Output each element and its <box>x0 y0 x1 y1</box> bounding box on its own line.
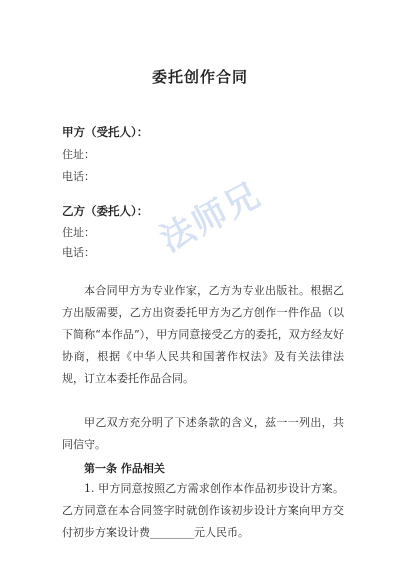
agreement-paragraph: 甲乙双方充分明了下述条款的含义，兹一一列出，共同信守。 <box>62 416 344 451</box>
party-a-address-label: 住址： <box>62 148 95 161</box>
watermark-text: 法师兄 <box>153 174 268 261</box>
party-a-label: 甲方（受托人）： <box>62 125 149 139</box>
party-b-label: 乙方（委托人）： <box>62 204 149 218</box>
watermark-logo <box>150 167 268 261</box>
clause-1-heading: 第一条 作品相关 <box>84 462 165 475</box>
clause-1-item-1: 1. 甲方同意按照乙方需求创作本作品初步设计方案。乙方同意在本合同签字时就创作该初步设计方案向甲方交付初步方案设计费________元人民币。 <box>62 482 344 539</box>
party-a-phone-label: 电话： <box>62 170 95 183</box>
intro-paragraph: 本合同甲方为专业作家，乙方为专业出版社。根据乙方出版需要，乙方出资委托甲方为乙方创作一件作品（以下简称“本作品”），甲方同意接受乙方的委托，双方经友好协商，根据《中华人民共和国著作权法》及有关法律法规，订立本委托作品合同。 <box>62 284 344 385</box>
party-b-phone-label: 电话： <box>62 246 95 259</box>
document-title: 委托创作合同 <box>151 68 248 86</box>
party-b-address-label: 住址： <box>62 226 95 239</box>
